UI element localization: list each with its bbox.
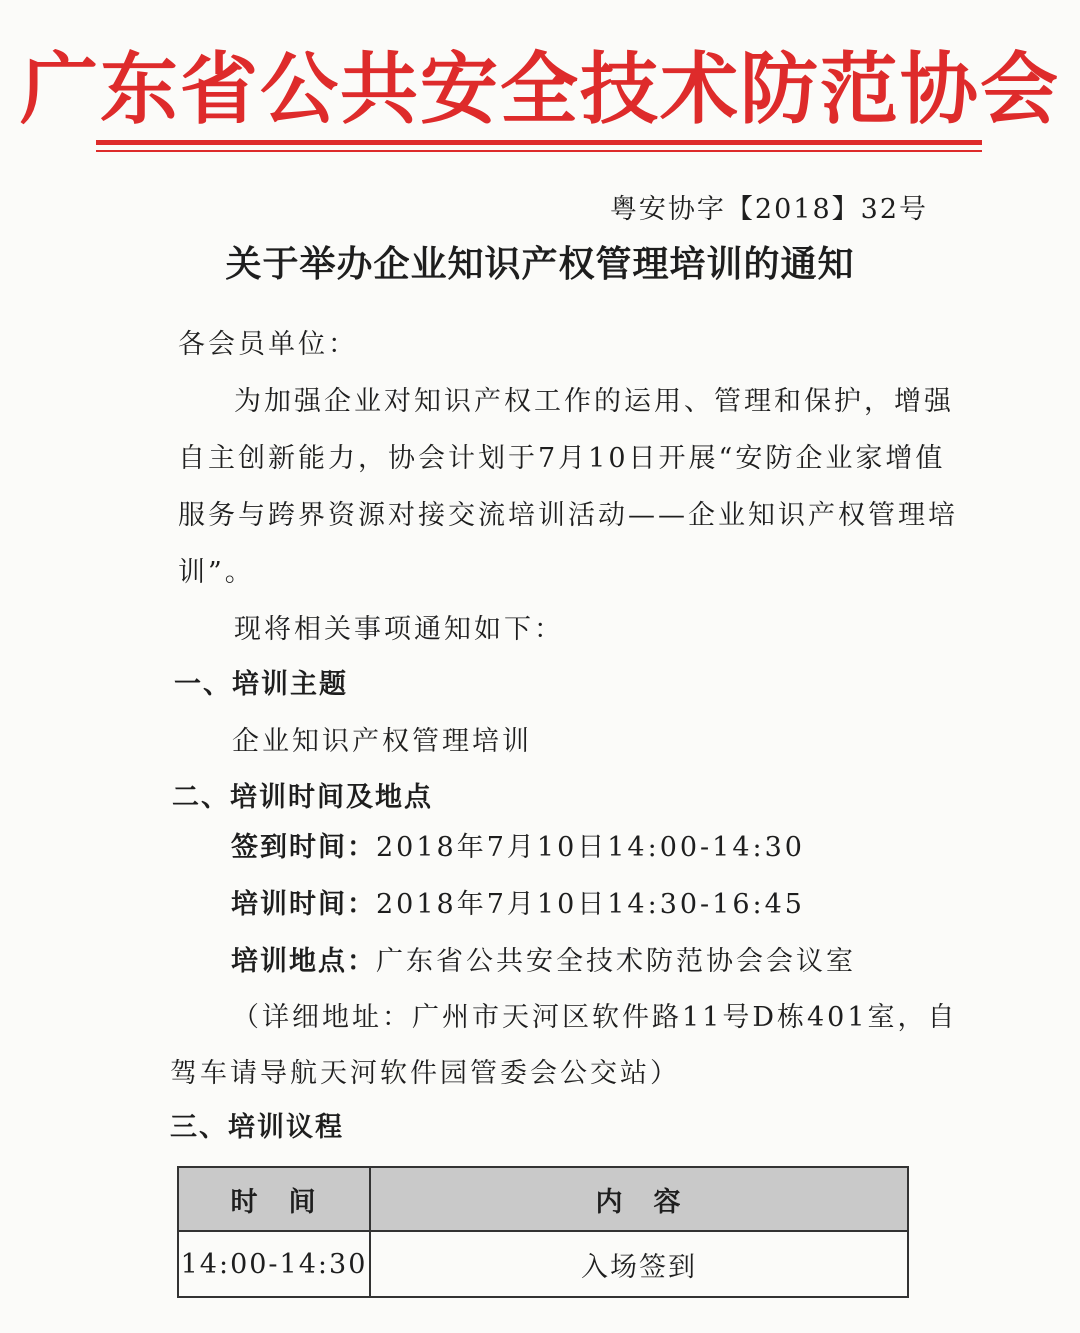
- document-title: 关于举办企业知识产权管理培训的通知: [225, 244, 855, 285]
- notice-line: 现将相关事项通知如下：: [234, 614, 564, 645]
- agenda-cell-time: 14:00-14:30: [178, 1231, 370, 1297]
- training-time-value: 2018年7月10日14:30-16:45: [376, 889, 805, 920]
- salutation: 各会员单位：: [178, 329, 358, 360]
- training-time-label: 培训时间：: [231, 889, 376, 920]
- intro-line-3: 服务与跨界资源对接交流培训活动——企业知识产权管理培: [178, 500, 958, 531]
- intro-line-1: 为加强企业对知识产权工作的运用、管理和保护，增强: [234, 386, 954, 417]
- intro-line-4: 训”。: [178, 557, 255, 588]
- venue-row: [231, 942, 856, 982]
- letterhead-red-rule-thin: [96, 150, 982, 152]
- section-1-heading: 一、培训主题: [174, 669, 348, 700]
- letterhead-red-rule: [96, 140, 982, 145]
- table-row: [178, 1231, 908, 1297]
- intro-line-2: 自主创新能力，协会计划于7月10日开展“安防企业家增值: [178, 443, 946, 474]
- signin-time-value: 2018年7月10日14:00-14:30: [376, 832, 805, 863]
- agenda-header-content: 内 容: [370, 1167, 908, 1231]
- address-line-1: （详细地址：广州市天河区软件路11号D栋401室，自: [232, 1002, 958, 1033]
- section-1-content: 企业知识产权管理培训: [232, 726, 532, 757]
- section-3-heading: 三、培训议程: [170, 1112, 344, 1143]
- venue-value: 广东省公共安全技术防范协会会议室: [376, 946, 856, 977]
- signin-time-row: [231, 828, 805, 868]
- signin-time-label: 签到时间：: [231, 832, 376, 863]
- document-number: 粤安协字【2018】32号: [609, 194, 928, 225]
- address-line-2: 驾车请导航天河软件园管委会公交站）: [170, 1058, 680, 1089]
- agenda-cell-content: 入场签到: [370, 1231, 908, 1297]
- letterhead-org-name: 广东省公共安全技术防范协会: [19, 45, 1060, 135]
- venue-label: 培训地点：: [231, 946, 376, 977]
- agenda-header-time: 时 间: [178, 1167, 370, 1231]
- section-2-heading: 二、培训时间及地点: [172, 782, 433, 813]
- agenda-table: [177, 1166, 909, 1298]
- agenda-header-row: [178, 1167, 908, 1231]
- training-time-row: [231, 885, 805, 925]
